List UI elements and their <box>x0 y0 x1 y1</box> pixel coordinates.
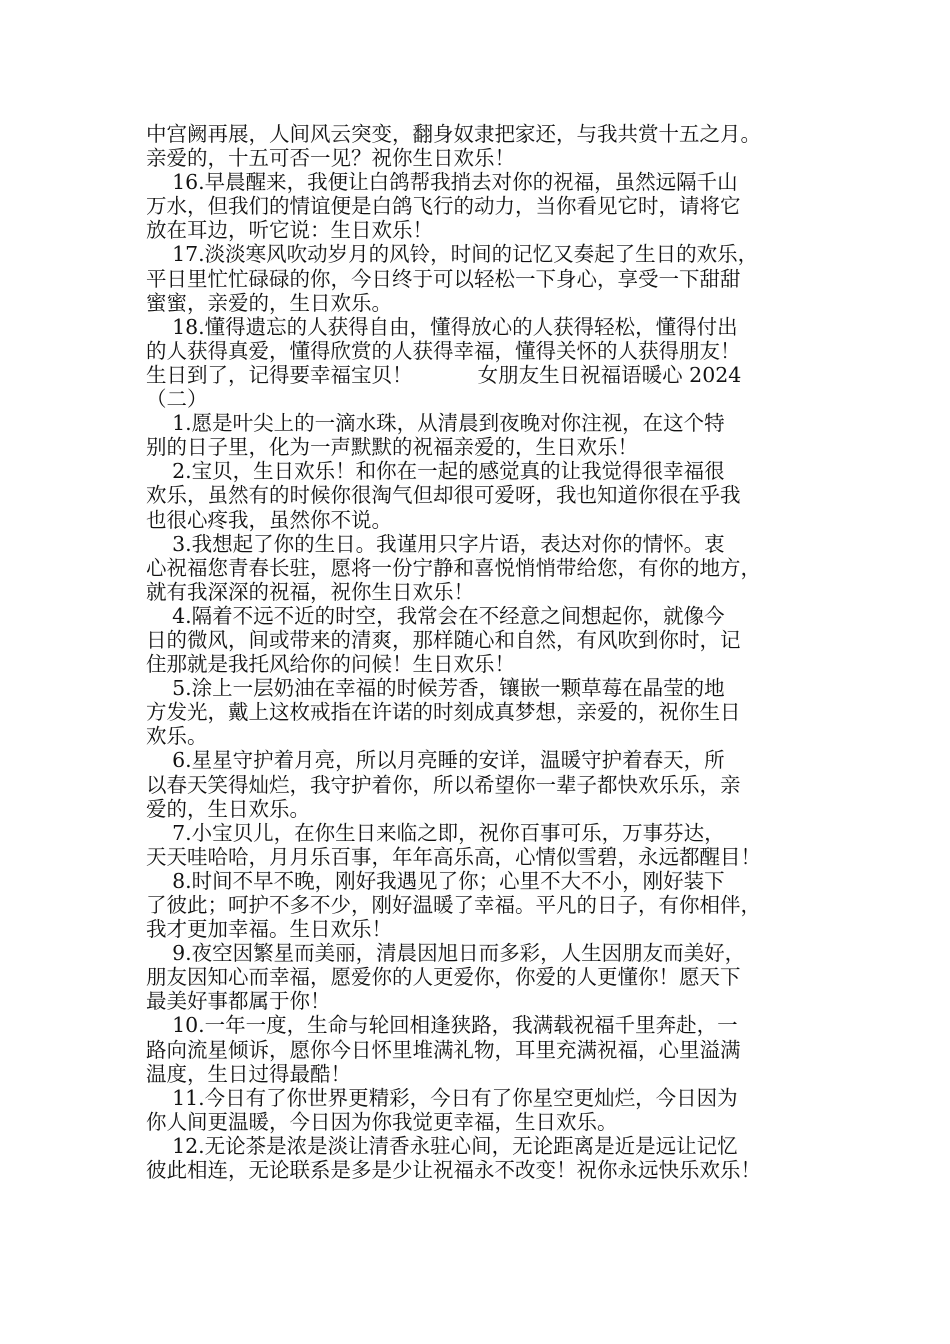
text-line: 10.一年一度，生命与轮回相逢狭路，我满载祝福千里奔赴，一 <box>146 1013 738 1038</box>
paragraph-p2-5 <box>146 676 826 748</box>
text-line: 以春天笑得灿烂，我守护着你，所以希望你一辈子都快欢乐乐，亲 <box>146 772 741 797</box>
text-line: 亲爱的，十五可否一见？祝你生日欢乐！ <box>146 146 515 171</box>
text-line: 爱的，生日欢乐。 <box>146 796 310 821</box>
text-line: 6.星星守护着月亮，所以月亮睡的安详，温暖守护着春天，所 <box>146 748 725 773</box>
text-line: 就有我深深的祝福，祝你生日欢乐！ <box>146 579 474 604</box>
paragraph-p2-4 <box>146 604 826 676</box>
text-line: 生日到了，记得要幸福宝贝！ 女朋友生日祝福语暖心 2024 <box>146 362 742 387</box>
paragraph-p16 <box>146 170 826 242</box>
text-line: 12.无论茶是浓是淡让清香永驻心间，无论距离是近是远让记忆 <box>146 1133 738 1158</box>
text-line: 天天哇哈哈，月月乐百事，年年高乐高，心情似雪碧，永远都醒目！ <box>146 844 761 869</box>
text-line: 3.我想起了你的生日。我谨用只字片语，表达对你的情怀。衷 <box>146 531 725 556</box>
text-line: 16.早晨醒来，我便让白鸽帮我捎去对你的祝福，虽然远隔千山 <box>146 170 738 195</box>
text-line: 7.小宝贝儿，在你生日来临之即，祝你百事可乐，万事芬达， <box>146 820 725 845</box>
paragraph-p2-3 <box>146 532 826 604</box>
text-line: 最美好事都属于你！ <box>146 989 331 1014</box>
text-line: 日的微风，间或带来的清爽，那样随心和自然，有风吹到你时，记 <box>146 627 741 652</box>
paragraph-p2-12 <box>146 1134 826 1182</box>
paragraph-p2-10 <box>146 1013 826 1085</box>
text-line: 欢乐。 <box>146 724 208 749</box>
text-line: 路向流星倾诉，愿你今日怀里堆满礼物，耳里充满祝福，心里溢满 <box>146 1037 741 1062</box>
text-line: 平日里忙忙碌碌的你，今日终于可以轻松一下身心，享受一下甜甜 <box>146 266 741 291</box>
document-body <box>146 122 826 1182</box>
paragraph-p17 <box>146 242 826 314</box>
paragraph-p2-6 <box>146 748 826 820</box>
text-line: 温度，生日过得最酷！ <box>146 1061 351 1086</box>
paragraph-p2-2 <box>146 459 826 531</box>
text-line: 了彼此；呵护不多不少，刚好温暖了幸福。平凡的日子，有你相伴， <box>146 893 761 917</box>
paragraph-p2-7 <box>146 821 826 869</box>
text-line: 蜜蜜，亲爱的，生日欢乐。 <box>146 290 392 315</box>
text-line: 朋友因知心而幸福，愿爱你的人更爱你，你爱的人更懂你！愿天下 <box>146 965 741 990</box>
paragraph-p18 <box>146 315 826 411</box>
text-line: 方发光，戴上这枚戒指在许诺的时刻成真梦想，亲爱的，祝你生日 <box>146 700 741 725</box>
text-line: 欢乐，虽然有的时候你很淘气但却很可爱呀，我也知道你很在乎我 <box>146 483 741 508</box>
text-line: 1.愿是叶尖上的一滴水珠，从清晨到夜晚对你注视，在这个特 <box>146 411 725 436</box>
text-line: 放在耳边，听它说：生日欢乐！ <box>146 218 433 243</box>
text-line: 心祝福您青春长驻，愿将一份宁静和喜悦悄悄带给您，有你的地方， <box>146 555 761 580</box>
text-line: 4.隔着不远不近的时空，我常会在不经意之间想起你，就像今 <box>146 603 725 628</box>
text-line: 18.懂得遗忘的人获得自由，懂得放心的人获得轻松，懂得付出 <box>146 314 738 339</box>
text-line: 11.今日有了你世界更精彩，今日有了你星空更灿烂，今日因为 <box>146 1085 738 1110</box>
text-line: 中宫阙再展，人间风云突变，翻身奴隶把家还，与我共赏十五之月。 <box>146 122 761 146</box>
text-line: 的人获得真爱，懂得欣赏的人获得幸福，懂得关怀的人获得朋友！ <box>146 338 741 363</box>
paragraph-p2-11 <box>146 1086 826 1134</box>
text-line: 17.淡淡寒风吹动岁月的风铃，时间的记忆又奏起了生日的欢乐， <box>146 242 759 267</box>
paragraph-p-cont <box>146 122 826 170</box>
text-line: 2.宝贝，生日欢乐！和你在一起的感觉真的让我觉得很幸福很 <box>146 459 725 484</box>
text-line: （二） <box>146 387 208 412</box>
text-line: 9.夜空因繁星而美丽，清晨因旭日而多彩，人生因朋友而美好， <box>146 941 746 966</box>
text-line: 8.时间不早不晚，刚好我遇见了你；心里不大不小，刚好装下 <box>146 868 725 893</box>
text-line: 万水，但我们的情谊便是白鸽飞行的动力，当你看见它时，请将它 <box>146 194 741 219</box>
paragraph-p2-9 <box>146 941 826 1013</box>
text-line: 也很心疼我，虽然你不说。 <box>146 507 392 532</box>
paragraph-p2-1 <box>146 411 826 459</box>
text-line: 住那就是我托风给你的问候！生日欢乐！ <box>146 652 515 677</box>
paragraph-p2-8 <box>146 869 826 941</box>
text-line: 5.涂上一层奶油在幸福的时候芳香，镶嵌一颗草莓在晶莹的地 <box>146 676 725 701</box>
text-line: 你人间更温暖，今日因为你我觉更幸福，生日欢乐。 <box>146 1109 618 1134</box>
text-line: 我才更加幸福。生日欢乐！ <box>146 917 392 942</box>
text-line: 别的日子里，化为一声默默的祝福亲爱的，生日欢乐！ <box>146 435 638 460</box>
text-line: 彼此相连，无论联系是多是少让祝福永不改变！祝你永远快乐欢乐！ <box>146 1158 761 1183</box>
